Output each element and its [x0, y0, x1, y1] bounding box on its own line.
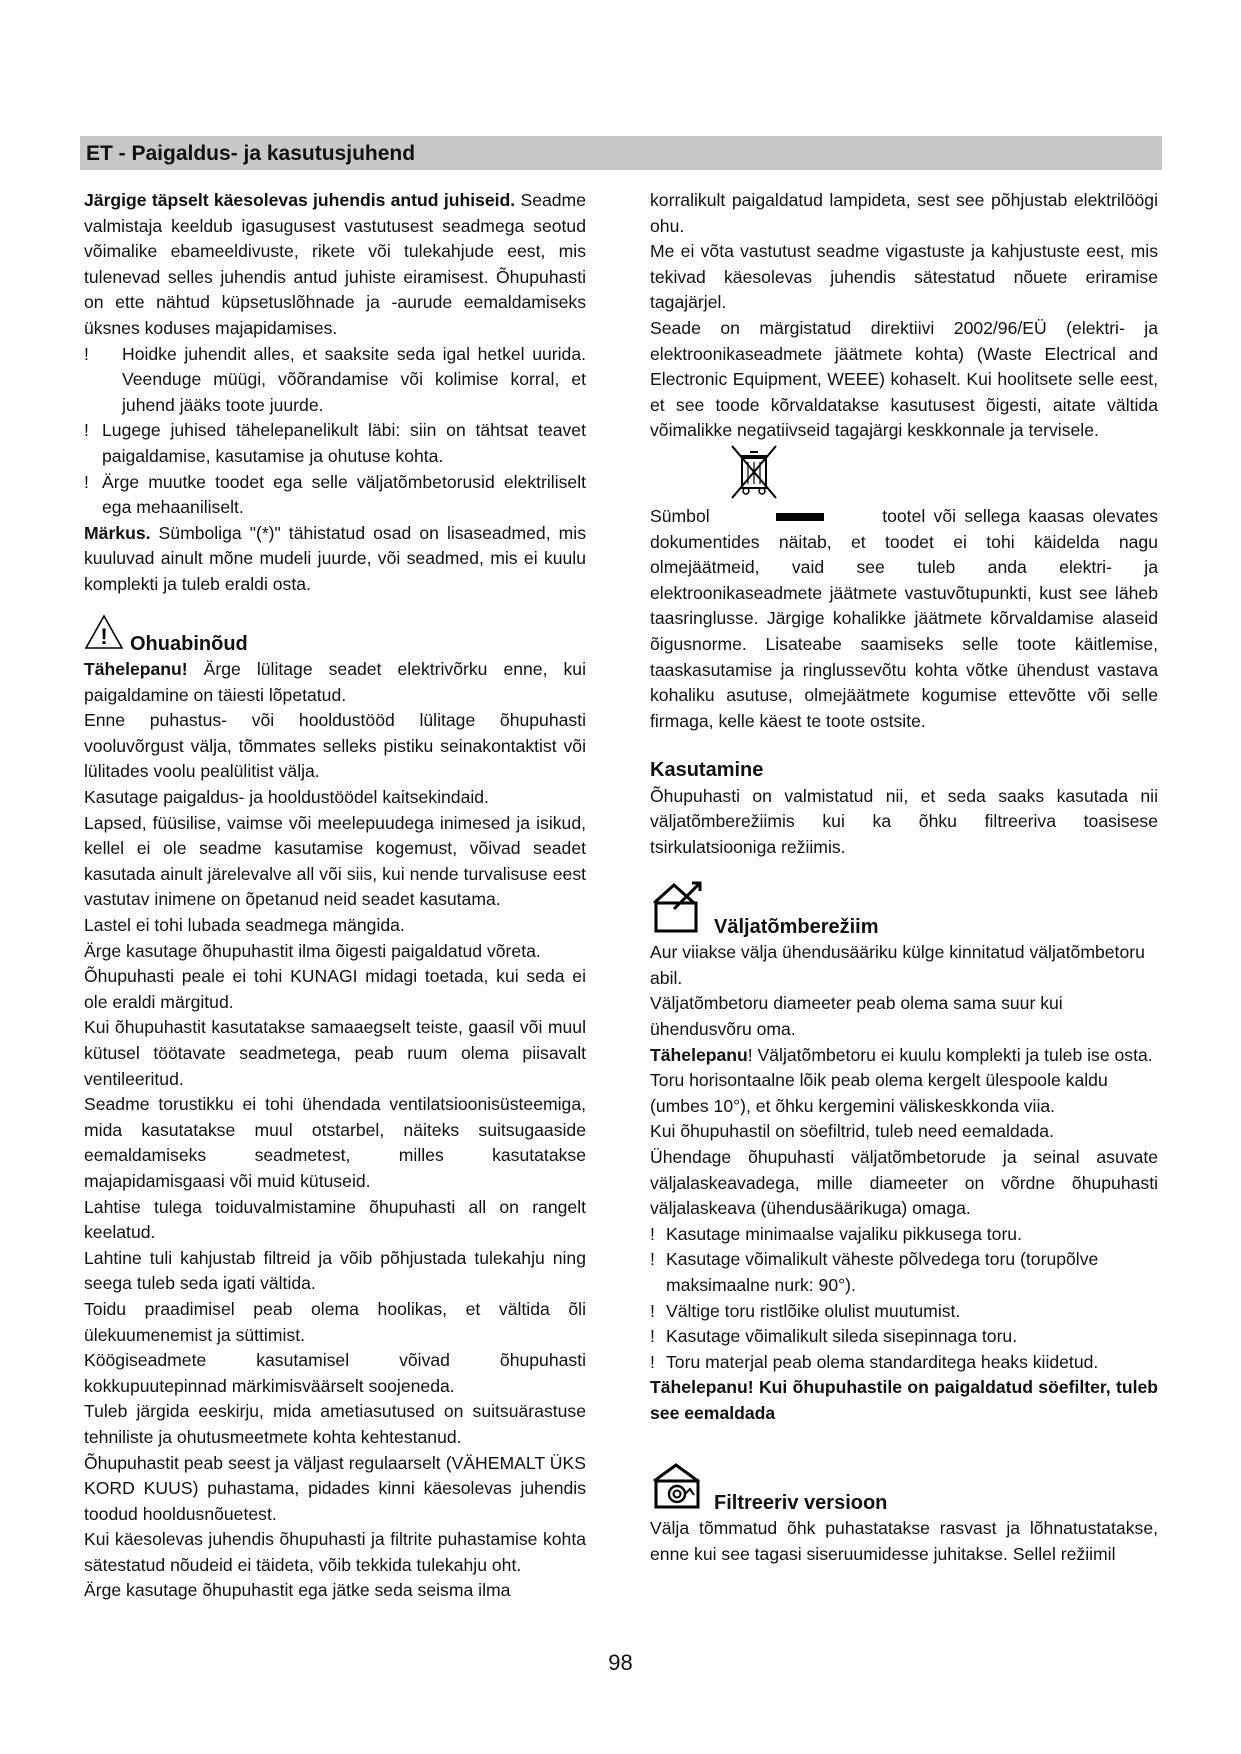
bullet-mark: ! [84, 471, 89, 492]
exhaust-mode-icon [650, 879, 708, 941]
right-para-1: korralikult paigaldatud lampideta, sest see põhjustab elektrilöögi ohu. [650, 190, 1158, 236]
safety-para-13: Õhupuhastit peab seest ja väljast regulaarselt (VÄHEMALT ÜKS KORD KUUS) puhastama, pidades kinni käesolevas juhendis toodud hooldusnõuetest. [84, 1452, 586, 1524]
safety-para-12: Tuleb järgida eeskirju, mida ametiasutused on suitsuärastuse tehniliste ja ohutusmeetmete kohta kehtestanud. [84, 1401, 586, 1447]
safety-para-4: Ärge kasutage õhupuhastit ilma õigesti paigaldatud võreta. [84, 940, 541, 961]
symbol-paragraph: Sümbol tootel või sellega kaasas olevates dokumentides näitab, et toodet ei tohi käidelda nagu olmejäätmeid, vaid see tuleb anda elektri- ja elektroonikaseadmete jäätmete vastuvõtupunkti, kust see läheb taasringlusse. Järgige kohalikke jäätmete kõrvaldamise alaseid õigusnorme. Lisateabe saamiseks selle toote käitlemise, taaskasutamise ja ringlussevõtu kohta võtke ühendust vastava kohaliku asutuse, olmejäätmete kogumise ettevõtte või selle firmaga, kelle käest te toote ostsite. [650, 505, 1158, 731]
right-para-2: Me ei võta vastutust seadme vigastuste ja kahjustuste eest, mis tekivad käesolevas juhendis sätestatud nõuete eriramise tagajärjel. [650, 241, 1158, 313]
filter-paragraph: Välja tõmmatud õhk puhastatakse rasvast ja lõhnatustatakse, enne kui see tagasi siseruumidesse juhitakse. Sellel režiimil [650, 1518, 1158, 1564]
bullet-2: ! Lugege juhised tähelepanelikult läbi: siin on tähtsat teavet paigaldamise, kasutamise ja ohutuse kohta. [84, 418, 586, 469]
safety-para-7: Seadme torustikku ei tohi ühendada ventilatsioonisüsteemiga, mida kasutatakse muul otstarbel, näiteks suitsugaaside eemaldamiseks seadmetest, milles kasutatakse majapidamisgaasi või muid kütuseid. [84, 1094, 586, 1191]
extract-bullet-4: ! Kasutage võimalikult sileda sisepinnaga toru. [650, 1326, 1018, 1347]
bullet-mark: ! [84, 420, 89, 441]
bullet-1: ! Hoidke juhendit alles, et saaksite seda igal hetkel uurida. Veenduge müügi, võõrandamise või kolimise korral, et juhend jääks toote juurde. [84, 342, 586, 419]
section-title: ET - Paigaldus- ja kasutusjuhend [86, 142, 416, 165]
recirculation-mode-icon [650, 1461, 708, 1517]
extract-heading: Väljatõmberežiim [714, 915, 879, 938]
extract-bullet-5: ! Toru materjal peab olema standarditega heaks kiidetud. [650, 1351, 1099, 1372]
safety-heading-row [84, 614, 586, 658]
safety-para-0: Enne puhastus- või hooldustööd lülitage õhupuhasti vooluvõrgust välja, tõmmates selleks pistiku seinakontaktist või lülitades voolu pealülitist välja. [84, 710, 586, 782]
extract-para-3: Tähelepanu! Väljatõmbetoru ei kuulu komplekti ja tuleb ise osta. [650, 1044, 1153, 1065]
safety-para-11: Köögiseadmete kasutamisel võivad õhupuhasti kokkupuutepinnad märkimisväärselt soojeneda. [84, 1350, 586, 1396]
svg-text:!: ! [100, 623, 108, 649]
carbon-filter-warning: Tähelepanu! Kui õhupuhastile on paigaldatud söefilter, tuleb see eemaldada [650, 1377, 1158, 1423]
page-number: 98 [608, 1650, 633, 1675]
crossed-bin-icon [728, 444, 780, 510]
section-header [80, 136, 1162, 170]
black-bar-icon [776, 513, 824, 521]
use-paragraph: Õhupuhasti on valmistatud nii, et seda saaks kasutada nii väljatõmberežiimis kui ka õhku filtreeriva toasisese tsirkulatsiooniga režiimis. [650, 785, 1158, 858]
use-heading: Kasutamine [650, 759, 764, 782]
safety-para-3: Lastel ei tohi lubada seadmega mängida. [84, 915, 405, 936]
left-column [84, 188, 586, 1604]
attention-paragraph: Tähelepanu! Ärge lülitage seadet elektrivõrku enne, kui paigaldamine on täiesti lõpetatud. [84, 659, 586, 705]
extract-para-6: Ühendage õhupuhasti väljatõmbetorude ja seinal asuvate väljalaskeavadega, mille diameeter on võrdne õhupuhasti väljalaskeava (ühendusäärikuga) omaga. [650, 1147, 1158, 1219]
extract-para-5: Kui õhupuhastil on söefiltrid, tuleb need eemaldada. [650, 1121, 1054, 1142]
extract-bullet-3: ! Vältige toru ristlõike olulist muutumist. [650, 1300, 961, 1321]
safety-para-1: Kasutage paigaldus- ja hooldustöödel kaitsekindaid. [84, 787, 489, 808]
right-para-3: Seade on märgistatud direktiivi 2002/96/EÜ (elektri- ja elektroonikaseadmete jäätmete kohta) (Waste Electrical and Electronic Equipment, WEEE) kohaselt. Kui hoolitsete selle eest, et see toode kõrvaldatakse kasutusest õigesti, aitate vältida võimalikke negatiivseid tagajärgi keskkonnale ja tervisele. [650, 317, 1158, 441]
filter-heading-row [650, 1461, 1158, 1517]
note-label: Märkus. [84, 522, 151, 543]
safety-heading: Ohuabinõud [130, 632, 248, 655]
weee-symbol-wrap [650, 444, 1158, 504]
extract-para-2: Väljatõmbetoru diameeter peab olema sama suur kui ühendusvõru oma. [650, 993, 1063, 1040]
safety-para-6: Kui õhupuhastit kasutatakse samaaegselt teiste, gaasil või muul kütusel töötavate seadmetega, peab ruum olema piisavalt ventileeritud. [84, 1017, 586, 1089]
extract-heading-row [650, 879, 1158, 941]
safety-para-5: Õhupuhasti peale ei tohi KUNAGI midagi toetada, kui seda ei ole eraldi märgitud. [84, 966, 586, 1012]
safety-para-2: Lapsed, füüsilise, vaimse või meelepuudega inimesed ja isikud, kellel ei ole seadme kasutamise kogemust, võivad seadet kasutada ainult järelevalve all või siis, kui nende turvalisuse eest vastutav inimene on õpetanud neid seadet kasutama. [84, 812, 586, 910]
warning-icon [84, 614, 124, 658]
bullet-mark: ! [84, 343, 89, 364]
right-column [650, 188, 1158, 1567]
intro-bold: Järgige täpselt käesolevas juhendis antud juhiseid. [84, 190, 516, 210]
intro-text: Seadme valmistaja keeldub igasugusest vastutusest seadmega seotud võimalike ebameeldivuste, rikete või tulekahjude eest, mis tulenevad selles juhendis antud juhiste eiramisest. Õhupuhasti on ette nähtud küpsetuslõhnade ja -aurude eemaldamiseks üksnes koduses majapidamises. [84, 190, 586, 338]
extract-bullet-1: ! Kasutage minimaalse vajaliku pikkusega toru. [650, 1223, 1022, 1244]
safety-para-15: Ärge kasutage õhupuhastit ega jätke seda seisma ilma [84, 1580, 511, 1601]
safety-para-14: Kui käesolevas juhendis õhupuhasti ja filtrite puhastamise kohta sätestatud nõudeid ei täideta, võib tekkida tulekahju oht. [84, 1529, 586, 1575]
safety-para-9: Lahtine tuli kahjustab filtreid ja võib põhjustada tulekahju ning seega tuleb seda igati vältida. [84, 1247, 586, 1294]
intro-paragraph [84, 188, 586, 342]
filter-heading: Filtreeriv versioon [714, 1491, 888, 1514]
safety-para-8: Lahtise tulega toiduvalmistamine õhupuhasti all on rangelt keelatud. [84, 1196, 586, 1243]
extract-para-4: Toru horisontaalne lõik peab olema kergelt ülespoole kaldu (umbes 10°), et õhku kergemini väliskeskkonda viia. [650, 1070, 1108, 1116]
safety-para-10: Toidu praadimisel peab olema hoolikas, et vältida õli ülekuumenemist ja süttimist. [84, 1298, 586, 1345]
extract-bullet-2: ! Kasutage võimalikult väheste põlvedega toru (torupõlve maksimaalne nurk: 90°). [650, 1249, 1099, 1295]
bullet-3: ! Ärge muutke toodet ega selle väljatõmbetorusid elektriliselt ega mehaaniliselt. [84, 470, 586, 521]
note-paragraph: Märkus. Sümboliga "(*)" tähistatud osad on lisaseadmed, mis kuuluvad ainult mõne mudeli juurde, või seadmed, mis ei kuulu komplekti ja tuleb eraldi osta. [84, 522, 587, 594]
extract-para-1: Aur viiakse välja ühendusääriku külge kinnitatud väljatõmbetoru abil. [650, 942, 1145, 988]
